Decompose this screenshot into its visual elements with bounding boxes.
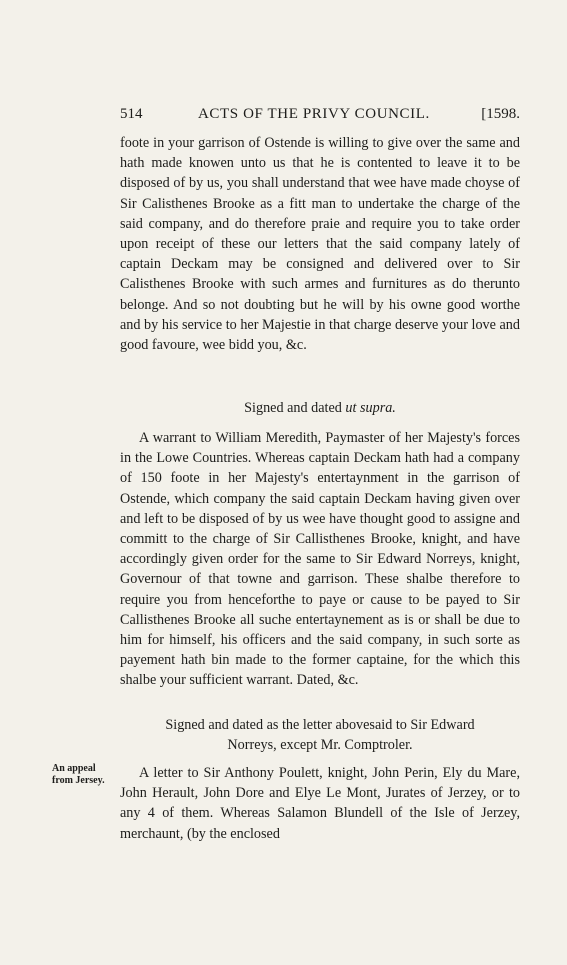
paragraph-warrant: A warrant to William Meredith, Paymaster of her Majesty's forces in the Lowe Countries. Whereas captain Deckam hath had a company of 150 foote in her Majesty's entertaynment in the garrison of Ostende, which company the said captain Deckam having given over and left to be disposed of by us wee have thought good to assigne and committ to the charge of Sir Callisthenes Brooke, knight, and have accordingly given order for the same to Sir Edward Norreys, knight, Governour of that towne and garrison. These shalbe therefore to require you from henceforthe to paye or cause to be payed to Sir Callisthenes Brooke all suche entertaynement as is or shall be due to him for himself, his officers and the said company, in such sorte as payement hath bin made to the former captaine, for the which this shalbe your sufficient warrant. Dated, &c. xyxy=(120,430,520,689)
page-number: 514 xyxy=(120,106,143,122)
signature-text: Signed and dated xyxy=(244,400,346,416)
signature-line-2: Signed and dated as the letter abovesaid to Sir Edward Norreys, except Mr. Comptroler. xyxy=(165,717,475,754)
margin-note: An appeal from Jersey. xyxy=(52,763,105,786)
paragraph-jersey-appeal: A letter to Sir Anthony Poulett, knight, John Perin, Ely du Mare, John Herault, John Dore and Elye Le Mont, Jurates of Jerzey, or to any 4 of them. Whereas Salamon Blundell of the Isle of Jerzey, merchaunt, (by the enclosed xyxy=(120,765,520,842)
paragraph-letter-continuation: foote in your garrison of Ostende is willing to give over the same and hath made knowen unto us that he is contented to leave it to be disposed of by us, you shall understand that wee have made choyse of Sir Calisthenes Brooke as a fitt man to undertake the charge of the said company, and do therefore praie and require you to take order upon receipt of these our letters that the said company lately of captain Deckam may be consigned and delivered over to Sir Calisthenes Brooke with such armes and furnitures as do therunto belonge. And so not doubting but he will by his owne good worthe and by his service to her Majestie in that charge deserve your love and good favoure, wee bidd you, &c. xyxy=(120,135,520,354)
year-marker: [1598. xyxy=(481,106,520,122)
running-header xyxy=(120,106,520,128)
signature-line-1 xyxy=(120,398,520,418)
signature-italic: ut supra. xyxy=(345,400,396,416)
running-title: ACTS OF THE PRIVY COUNCIL. xyxy=(198,106,430,122)
